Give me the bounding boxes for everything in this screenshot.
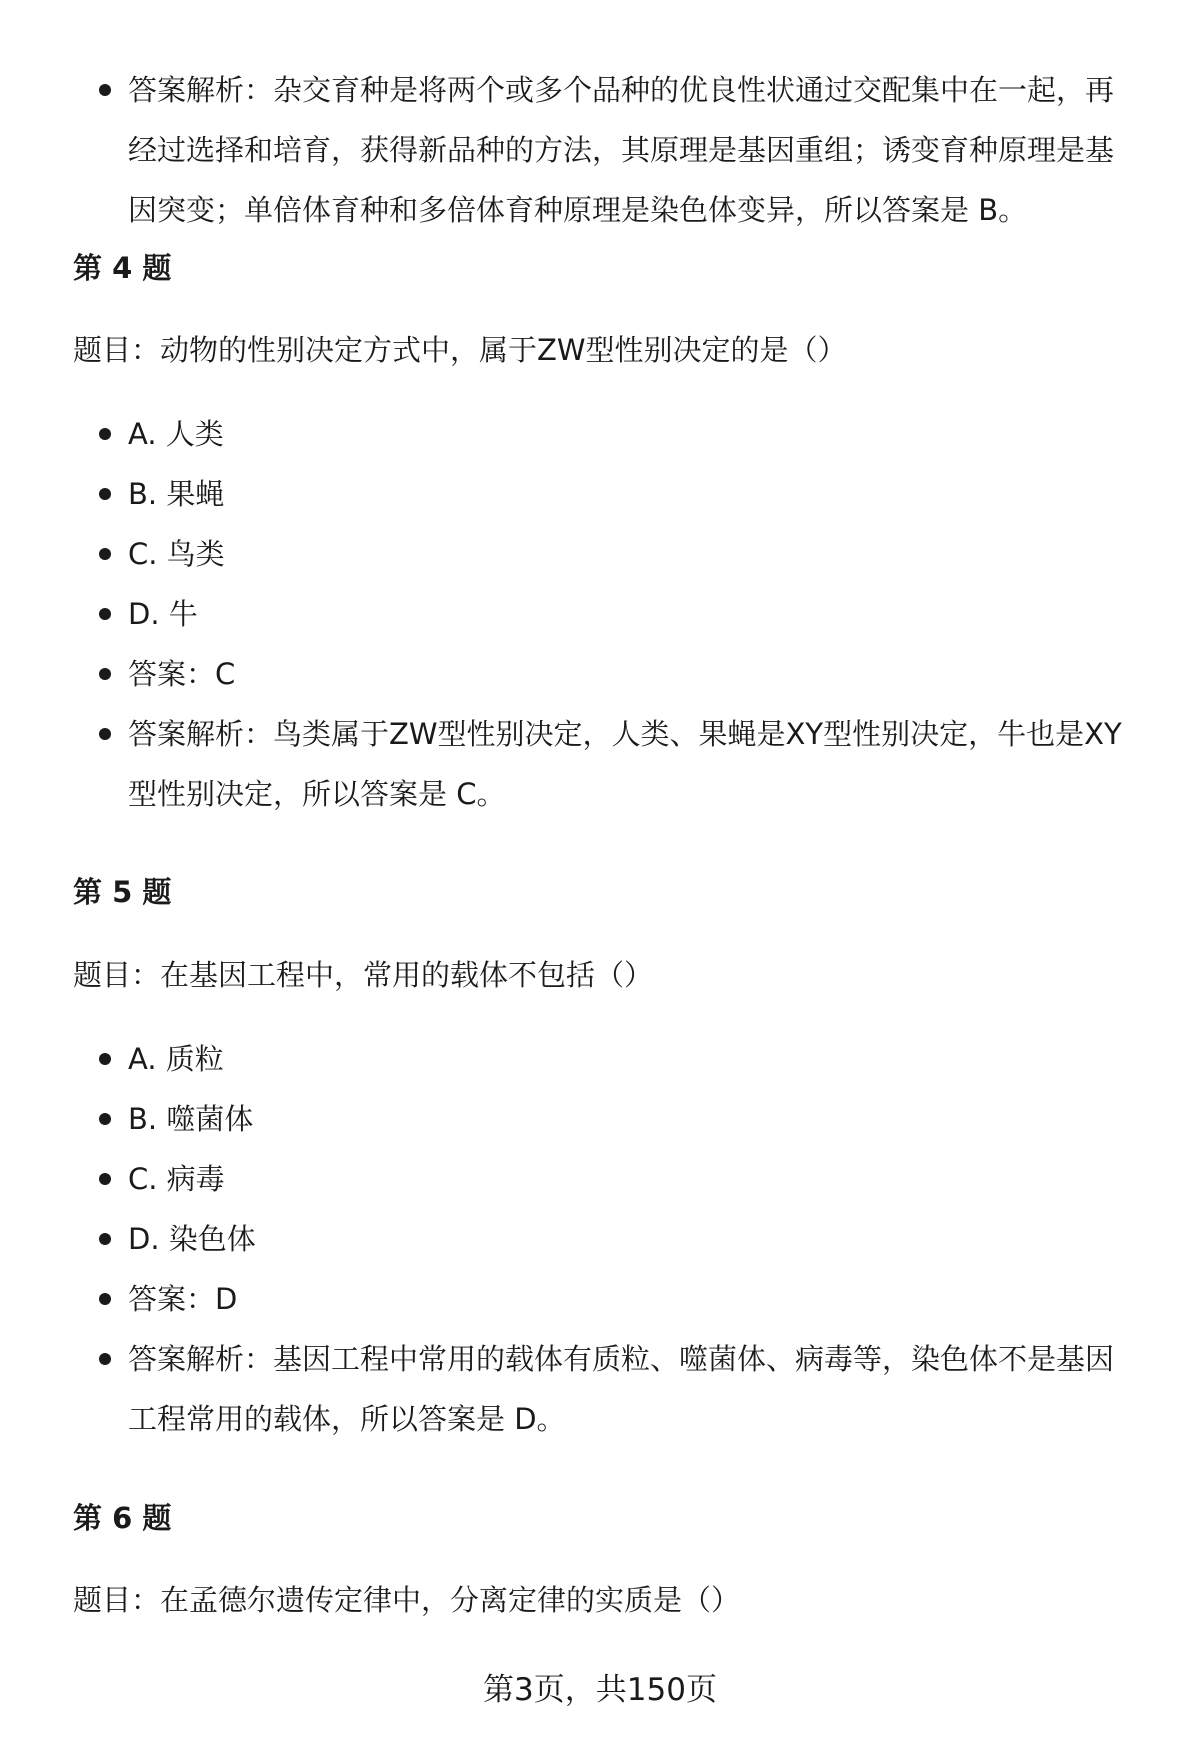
bullet-icon bbox=[99, 1173, 111, 1185]
q5-option-d-text: D. 染色体 bbox=[128, 1222, 256, 1256]
bullet-icon bbox=[99, 608, 111, 620]
q4-option-d bbox=[0, 584, 1200, 644]
q4-analysis-text: 答案解析：鸟类属于ZW型性别决定，人类、果蝇是XY型性别决定，牛也是XY型性别决定，所以答案是 C。 bbox=[128, 717, 1122, 811]
bullet-icon bbox=[99, 84, 111, 96]
q4-answer bbox=[0, 644, 1200, 704]
bullet-icon bbox=[99, 1353, 111, 1365]
q3-analysis-text: 答案解析：杂交育种是将两个或多个品种的优良性状通过交配集中在一起，再经过选择和培育，获得新品种的方法，其原理是基因重组；诱变育种原理是基因突变；单倍体育种和多倍体育种原理是染色体变异，所以答案是 B。 bbox=[128, 73, 1115, 227]
q3-analysis-item bbox=[0, 60, 1200, 240]
q5-stem: 题目：在基因工程中，常用的载体不包括（） bbox=[73, 958, 654, 992]
q6-heading: 第 6 题 bbox=[73, 1501, 172, 1535]
q5-heading: 第 5 题 bbox=[73, 875, 172, 909]
q4-option-c bbox=[0, 524, 1200, 584]
q5-analysis bbox=[0, 1329, 1200, 1449]
bullet-icon bbox=[99, 488, 111, 500]
q4-option-b-text: B. 果蝇 bbox=[128, 477, 225, 511]
q4-stem: 题目：动物的性别决定方式中，属于ZW型性别决定的是（） bbox=[73, 333, 847, 367]
q4-option-b bbox=[0, 464, 1200, 524]
q5-option-d bbox=[0, 1209, 1200, 1269]
q3-tail bbox=[0, 60, 1200, 240]
q4-list bbox=[0, 404, 1200, 824]
bullet-icon bbox=[99, 1053, 111, 1065]
q5-answer-text: 答案：D bbox=[128, 1282, 238, 1316]
q6-stem: 题目：在孟德尔遗传定律中，分离定律的实质是（） bbox=[73, 1583, 741, 1617]
bullet-icon bbox=[99, 728, 111, 740]
page-number: 第3页，共150页 bbox=[483, 1672, 717, 1708]
bullet-icon bbox=[99, 1293, 111, 1305]
q4-analysis bbox=[0, 704, 1200, 824]
q4-option-a-text: A. 人类 bbox=[128, 417, 224, 451]
bullet-icon bbox=[99, 668, 111, 680]
q5-option-b bbox=[0, 1089, 1200, 1149]
bullet-icon bbox=[99, 428, 111, 440]
bullet-icon bbox=[99, 548, 111, 560]
bullet-icon bbox=[99, 1233, 111, 1245]
q5-list bbox=[0, 1029, 1200, 1449]
q4-option-d-text: D. 牛 bbox=[128, 597, 198, 631]
q5-answer bbox=[0, 1269, 1200, 1329]
q5-option-c bbox=[0, 1149, 1200, 1209]
bullet-icon bbox=[99, 1113, 111, 1125]
q4-heading: 第 4 题 bbox=[73, 251, 172, 285]
q4-option-a bbox=[0, 404, 1200, 464]
q4-option-c-text: C. 鸟类 bbox=[128, 537, 225, 571]
q4-answer-text: 答案：C bbox=[128, 657, 236, 691]
q5-option-b-text: B. 噬菌体 bbox=[128, 1102, 254, 1136]
q5-option-c-text: C. 病毒 bbox=[128, 1162, 225, 1196]
q5-option-a-text: A. 质粒 bbox=[128, 1042, 224, 1076]
q5-option-a bbox=[0, 1029, 1200, 1089]
q5-analysis-text: 答案解析：基因工程中常用的载体有质粒、噬菌体、病毒等，染色体不是基因工程常用的载体，所以答案是 D。 bbox=[128, 1342, 1115, 1436]
